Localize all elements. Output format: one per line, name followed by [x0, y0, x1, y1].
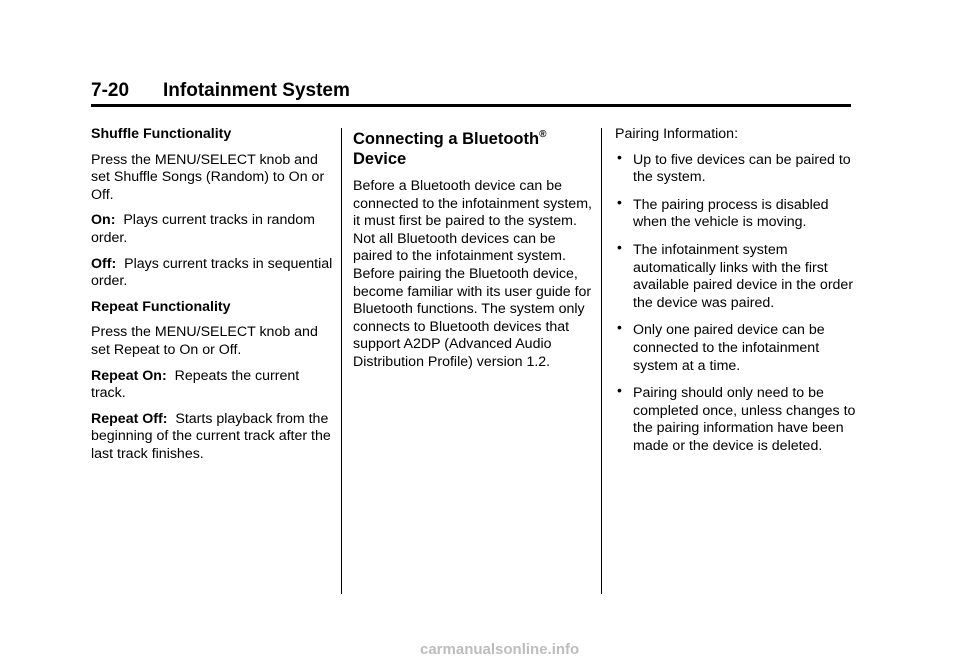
bullet-icon: • [617, 193, 622, 210]
list-item: • Only one paired device can be connected to the infotainment system at a time. [617, 319, 825, 374]
shuffle-heading: Shuffle Functionality [91, 126, 232, 142]
column-divider-1 [341, 128, 342, 594]
list-item: • The pairing process is disabled when the vehicle is moving. [617, 193, 829, 231]
bluetooth-body: Before a Bluetooth device can be connected to the infotainment system, it must first be paired to the system. Not all Bluetooth devices can be paired to the infotainment system. Before pairing the Bluetooth device, become familiar with its user guide for Bluetooth functions. The system only connects to Bluetooth devices that support A2DP (Advanced Audio Distribution Profile) version 1.2. [353, 178, 592, 370]
off-text: Plays current tracks in sequential order. [91, 255, 333, 290]
off-definition [91, 256, 335, 291]
repeat-on-definition [91, 368, 335, 403]
list-item: • Up to five devices can be paired to the system. [617, 148, 851, 186]
page-header [91, 80, 851, 106]
heading-main: Connecting a Bluetooth [353, 130, 540, 148]
repeat-off-text: Starts playback from the beginning of the current track after the last track finishes. [91, 410, 331, 462]
heading-device: Device [353, 150, 407, 168]
column-2 [353, 126, 593, 380]
section-title: Infotainment System [163, 80, 350, 101]
repeat-off-label: Repeat Off: [91, 410, 168, 427]
bullet-icon: • [617, 238, 622, 255]
shuffle-text: Press the MENU/SELECT knob and set Shuffle Songs (Random) to On or Off. [91, 151, 325, 203]
bullet-icon: • [617, 148, 622, 165]
pairing-intro: Pairing Information: [615, 126, 739, 142]
repeat-heading: Repeat Functionality [91, 298, 231, 315]
repeat-text: Press the MENU/SELECT knob and set Repeat to On or Off. [91, 324, 318, 358]
bluetooth-heading [353, 129, 593, 169]
page-number: 7-20 [91, 80, 130, 101]
on-label: On: [91, 212, 116, 229]
column-divider-2 [601, 128, 602, 594]
on-text: Plays current tracks in random order. [91, 212, 315, 246]
repeat-on-text: Repeats the current track. [91, 367, 300, 402]
off-label: Off: [91, 255, 117, 272]
bullet-icon: • [617, 382, 622, 399]
column-1 [91, 126, 335, 472]
repeat-off-definition [91, 411, 335, 464]
on-definition [91, 212, 335, 247]
bullet-icon: • [617, 319, 622, 336]
column-3 [615, 126, 860, 466]
pairing-list [615, 148, 860, 456]
header-rule [91, 104, 851, 107]
list-item: • The infotainment system automatically links with the first available paired device in the order the device was paired. [617, 238, 854, 311]
repeat-on-label: Repeat On: [91, 367, 167, 384]
list-item: • Pairing should only need to be completed once, unless changes to the pairing information have been made or the device is deleted. [617, 382, 856, 454]
watermark-link[interactable]: carmanualsonline.info [420, 641, 580, 658]
registered-mark: ® [539, 129, 547, 140]
